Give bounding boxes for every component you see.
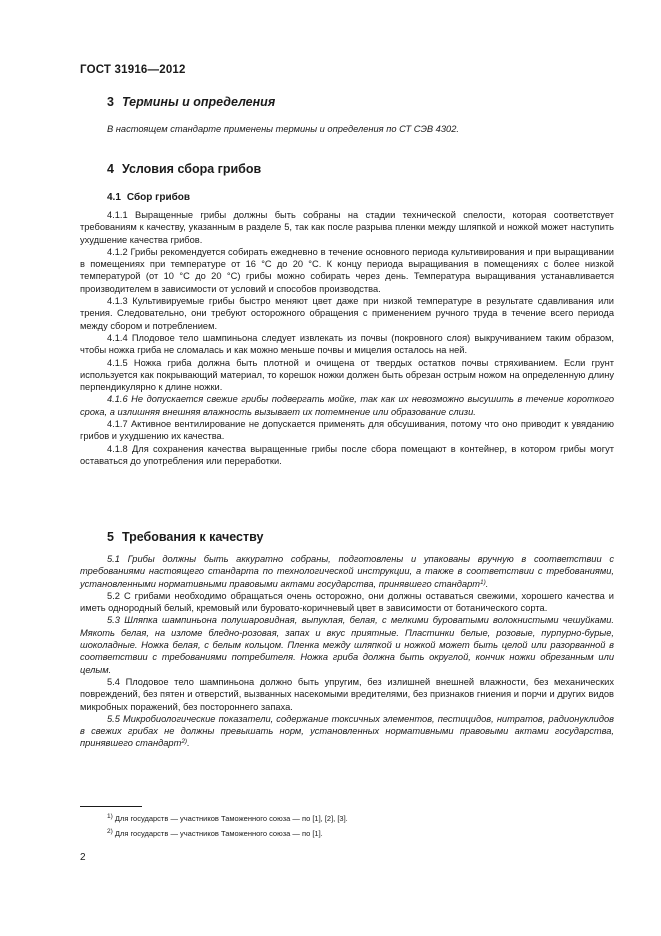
paragraph-4-1-5: 4.1.5 Ножка гриба должна быть плотной и очищена от твердых остатков почвы стряхиванием. Если грунт используется как покрывающий материал, то корешок ножки должен быть обрезан острым ножом на определенную длину перпендикулярно к длине ножки. [80,357,614,393]
paragraph-5-3: 5.3 Шляпка шампиньона полушаровидная, выпуклая, белая, с мелкими буроватыми волокнистыми чешуйками. Мякоть белая, на изломе бледно-розовая, запах и вкус приятные. Пластинки белые, розовые, пурпурно-бурые, шоколадные. Ножка белая, с белым кольцом. Пленка между шляпкой и ножкой может быть целой или разорванной в соответствии с требованиями потребителя. Ножка гриба должна быть округлой, кончик ножки обрезанным или целым. [80,615,614,675]
paragraph-4-1-8: 4.1.8 Для сохранения качества выращенные грибы после сбора помещают в контейнер, в котором грибы могут оставаться до употребления или переработки. [80,443,614,466]
footnote-ref-1: 1) [480,578,486,586]
footnote-1 [80,814,614,824]
section-3-body [80,123,614,135]
footnote-2-mark: 2) [107,828,113,835]
paragraph-4-1-1: 4.1.1 Выращенные грибы должны быть собраны на стадии технической спелости, которая соответствует требованиям к качеству, указанным в разделе 5, так как после разрыва пленки между шляпкой и ножкой может наступить ухудшение качества грибов. [80,210,614,245]
paragraph-5-5: 5.5 Микробиологические показатели, содержание токсичных элементов, пестицидов, нитратов, радионуклидов в свежих грибах не должны превышать норм, установленных нормативными правовыми актами государства, принявшего стандарт$^{2)}$. [80,713,614,749]
footnote-separator [80,806,142,807]
footnote-1-text: Для государств — участников Таможенного союза — по [1], [2], [3]. [114,814,348,823]
section-3-heading [107,95,275,109]
section-4-heading [107,162,261,176]
section-5-body [80,553,614,750]
section-3-title: Термины и определения [121,95,276,109]
paragraph-5-1: 5.1 Грибы должны быть аккуратно собраны, подготовлены и упакованы вручную в соответствии с требованиями настоящего стандарта по технологической инструкции, а также в соответствии с требованиями, установленными нормативными правовыми актами государства, принявшего стандарт$^{1)}$. [80,554,614,589]
section-3-number: 3 [107,95,114,109]
paragraph-4-1-4: 4.1.4 Плодовое тело шампиньона следует извлекать из почвы (покровного слоя) выкручиванием таким образом, чтобы ножка гриба не сломалась и как можно меньше почвы и мицелия осталось на ней. [80,332,614,356]
section-4-body [80,209,614,467]
section-5-number: 5 [107,530,114,544]
footnote-1-mark: 1) [107,813,113,820]
footnote-2 [80,829,614,839]
footnote-2-text: Для государств — участников Таможенного союза — по [1]. [114,829,323,838]
section-5-title: Требования к качеству [121,530,264,544]
footnote-ref-2: 2) [181,738,188,746]
subsection-4-1-heading [107,192,190,203]
document-header: ГОСТ 31916—2012 [80,64,186,76]
section-5-heading [107,530,263,544]
subsection-4-1-title: Сбор грибов [126,192,191,203]
paragraph-4-1-2: 4.1.2 Грибы рекомендуется собирать ежедневно в течение основного периода культивирования и при выращивании в помещениях при температуре от 16 °С до 20 °С. К концу периода выращивания в помещениях с более низкой температурой (от 10 °С до 20 °С) грибы можно собирать через день. Температура выращивания устанавливается производителем в зависимости от условий и способов производства. [80,246,614,294]
section-4-number: 4 [107,162,114,176]
paragraph-5-5-text: 5.5 Микробиологические показатели, содержание токсичных элементов, пестицидов, нитратов, радионуклидов в свежих грибах не должны превышать норм, установленных нормативными правовыми актами государства, принявшего стандарт [80,713,614,749]
paragraph-4-1-6: 4.1.6 Не допускается свежие грибы подвергать мойке, так как их невозможно высушить в течение короткого срока, а излишняя внешняя влажность вызывает их потемнение или образование слизи. [80,394,614,417]
subsection-4-1-number: 4.1 [107,192,121,203]
section-4-title: Условия сбора грибов [121,162,262,176]
paragraph-5-1-text: 5.1 Грибы должны быть аккуратно собраны, подготовлены и упакованы вручную в соответствии с требованиями настоящего стандарта по технологической инструкции, а также в соответствии с требованиями, установленными нормативными правовыми актами государства, принявшего стандарт [80,554,614,589]
paragraph-5-4: 5.4 Плодовое тело шампиньона должно быть упругим, без излишней внешней влажности, без механических повреждений, без пятен и отверстий, вызванных насекомыми вредителями, без признаков гниения и порчи и других видов микробных поражений, без постороннего запаха. [80,676,614,712]
paragraph-4-1-3: 4.1.3 Культивируемые грибы быстро меняют цвет даже при низкой температуре в результате сдавливания или трения. Следовательно, они требуют осторожного обращения с применением ручного труда в течение всего периода между сбором и потреблением. [80,296,614,331]
paragraph-4-1-7: 4.1.7 Активное вентилирование не допускается применять для обсушивания, потому что оно приводит к увяданию грибов и ухудшению их качества. [80,419,614,442]
paragraph-5-2: 5.2 С грибами необходимо обращаться очень осторожно, они должны оставаться свежими, хорошего качества и иметь однородный белый, кремовый или буровато-коричневый цвет в зависимости от ботанического сорта. [80,590,614,614]
section-3-text: В настоящем стандарте применены термины и определения по СТ СЭВ 4302. [107,124,459,134]
page-number: 2 [80,852,86,863]
